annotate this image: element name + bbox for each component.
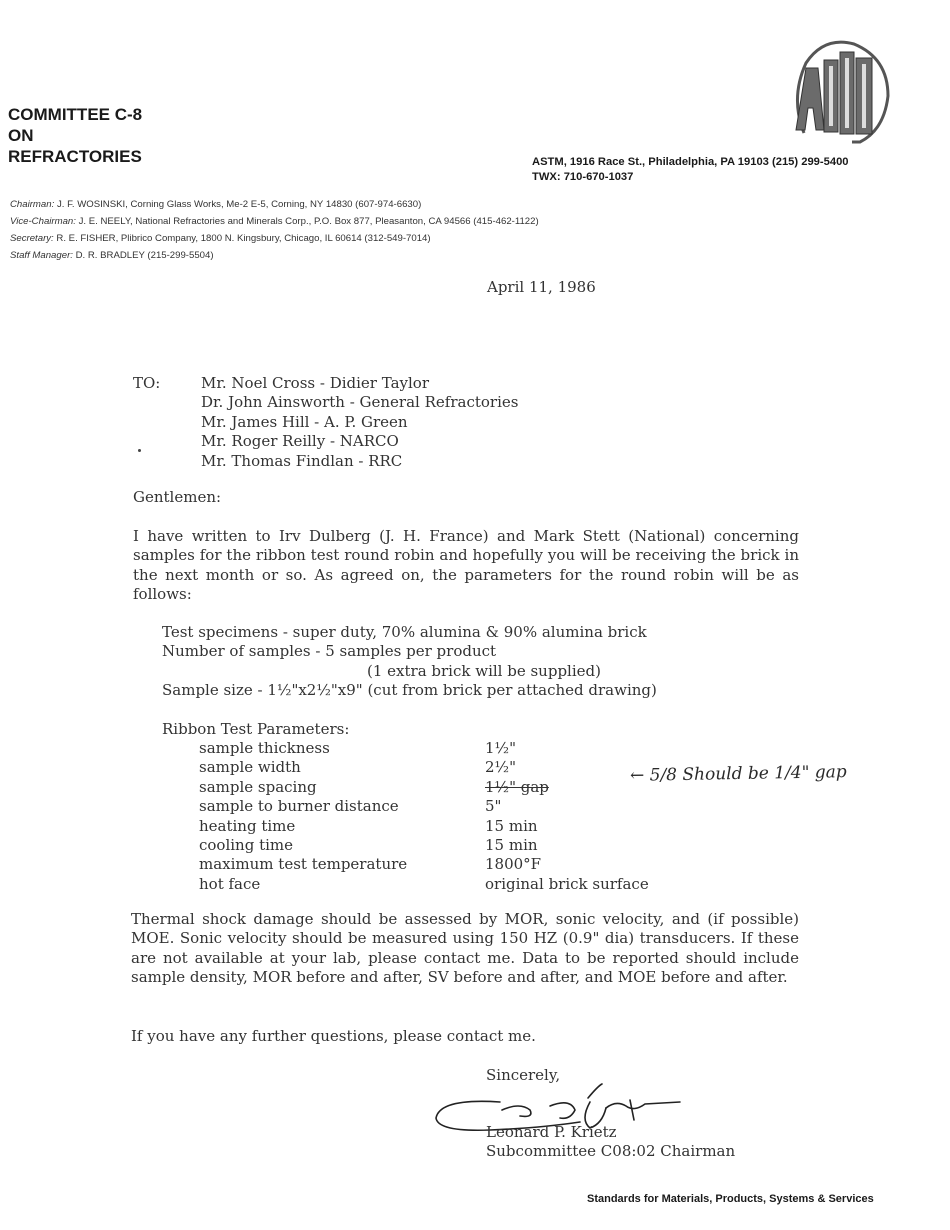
recipient: Mr. Noel Cross - Didier Taylor [201, 374, 429, 392]
param-value: 15 min [485, 816, 538, 835]
recipient: Dr. John Ainsworth - General Refractories [201, 393, 519, 412]
param-name: sample to burner distance [199, 797, 399, 816]
spec-line: Sample size - 1½"x2½"x9" (cut from brick per attached drawing) [162, 681, 657, 700]
committee-heading [8, 104, 142, 167]
officer-detail: J. F. WOSINSKI, Corning Glass Works, Me-2 E-5, Corning, NY 14830 (607-974-6630) [56, 199, 422, 210]
recipient: Mr. Roger Reilly - NARCO [201, 432, 399, 451]
params-title: Ribbon Test Parameters: [162, 720, 350, 738]
officer-detail: R. E. FISHER, Plibrico Company, 1800 N. Kingsbury, Chicago, IL 60614 (312-549-7014) [56, 233, 431, 244]
param-value: 1800°F [485, 855, 542, 874]
test-specs [162, 623, 657, 701]
recipient: Mr. Thomas Findlan - RRC [201, 451, 403, 470]
param-name: hot face [199, 874, 261, 893]
paragraph-assessment: Thermal shock damage should be assessed by MOR, sonic velocity, and (if possible) MOE. Sonic velocity should be measured using 150 HZ (0.9" dia) transducers. If these are not available at your lab, please contact me. Data to be reported should include sample density, MOR before and after, SV before and after, and MOE before and after. [131, 910, 799, 987]
paragraph-questions: If you have any further questions, please contact me. [131, 1027, 536, 1045]
param-name: cooling time [199, 836, 294, 855]
officers-list [10, 196, 539, 264]
officer-row [10, 213, 539, 230]
recipient: Mr. James Hill - A. P. Green [201, 412, 408, 431]
logo-text: ASTM [840, 144, 844, 145]
closing: Sincerely, [486, 1066, 561, 1084]
stray-mark [138, 449, 141, 452]
param-value: 15 min [485, 836, 538, 855]
param-name: sample spacing [199, 777, 317, 796]
committee-line: ON [8, 126, 34, 145]
officer-row [10, 247, 539, 264]
param-name: sample width [199, 758, 301, 777]
spec-line: (1 extra brick will be supplied) [367, 661, 601, 680]
param-value: original brick surface [485, 874, 649, 893]
spec-line: Test specimens - super duty, 70% alumina & 90% alumina brick [162, 623, 647, 641]
officer-row [10, 230, 539, 247]
param-name: heating time [199, 816, 296, 835]
param-value: 2½" [485, 758, 516, 777]
param-values [485, 739, 649, 894]
greeting: Gentlemen: [133, 488, 222, 506]
officer-role: Staff Manager: [10, 250, 73, 261]
handwritten-note: ← 5/8 Should be 1/4" gap [629, 762, 847, 786]
recipients-list [201, 374, 518, 471]
spec-line: Number of samples - 5 samples per product [162, 642, 497, 661]
param-names [199, 739, 407, 894]
officer-row [10, 196, 539, 213]
officer-role: Vice-Chairman: [10, 216, 76, 227]
letter-date: April 11, 1986 [487, 278, 596, 296]
param-value: 1½" [485, 739, 516, 757]
address-line: ASTM, 1916 Race St., Philadelphia, PA 19103 (215) 299-5400 [532, 156, 849, 168]
paragraph-intro: I have written to Irv Dulberg (J. H. France) and Mark Stett (National) concerning samples for the ribbon test round robin and hopefully you will be receiving the brick in the next month or so. As agreed on, the parameters for the round robin will be as follows: [133, 527, 799, 604]
param-name: maximum test temperature [199, 855, 408, 874]
committee-line: COMMITTEE C-8 [8, 105, 143, 124]
signer-name: Leonard P. Krietz [486, 1123, 617, 1141]
footer-tagline: Standards for Materials, Products, Systems & Services [587, 1193, 874, 1205]
param-name: sample thickness [199, 739, 330, 757]
param-value: 5" [485, 797, 502, 816]
twx-line: TWX: 710-670-1037 [532, 171, 634, 183]
officer-detail: J. E. NEELY, National Refractories and Minerals Corp., P.O. Box 877, Pleasanton, CA 94566 (415-462-1122) [78, 216, 539, 227]
signer-title: Subcommittee C08:02 Chairman [486, 1142, 736, 1161]
committee-line: REFRACTORIES [8, 147, 142, 166]
officer-role: Secretary: [10, 233, 54, 244]
signer-block [486, 1123, 735, 1162]
param-value: 1½" gap [485, 777, 549, 796]
astm-address [532, 155, 849, 185]
officer-role: Chairman: [10, 199, 55, 210]
astm-logo [784, 38, 896, 146]
officer-detail: D. R. BRADLEY (215-299-5504) [75, 250, 214, 261]
to-label: TO: [133, 374, 161, 392]
